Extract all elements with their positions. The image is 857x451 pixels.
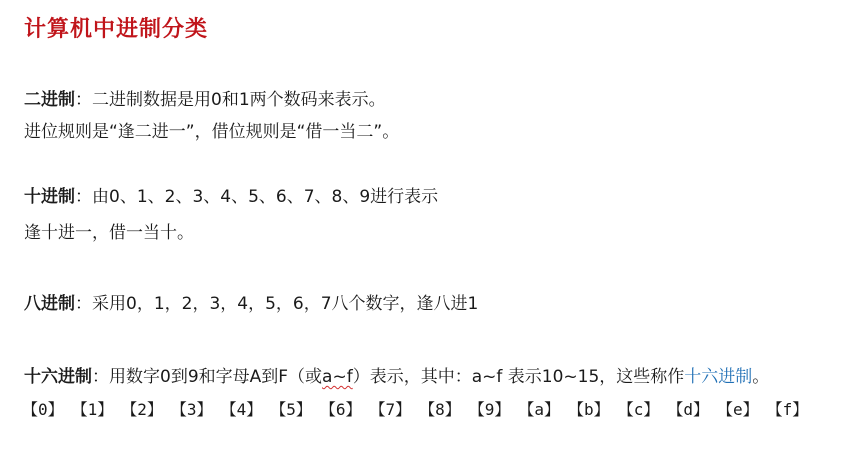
binary-line-1 [24,88,386,112]
hex-digit: 【0】 [22,400,64,419]
binary-term: 二进制 [24,90,75,110]
hex-digit: 【1】 [71,400,114,419]
hex-digit: 【8】 [419,400,461,419]
hex-digit: 【a】 [518,400,561,419]
decimal-line-1 [24,185,438,209]
hex-digit: 【4】 [220,400,263,419]
binary-rule: 进位规则是“逢二进一”，借位规则是“借一当二”。 [24,122,400,142]
hex-digit: 【3】 [170,400,213,419]
hex-digit: 【9】 [468,400,511,419]
hex-line [24,365,769,389]
octal-line [24,292,478,316]
hex-description-end: 表示10~15，这些称作 [502,367,685,387]
page-title: 计算机中进制分类 [24,17,209,42]
hex-digit: 【2】 [121,400,163,419]
hex-link[interactable]: 十六进制 [684,367,753,387]
decimal-term: 十进制 [24,187,75,207]
hex-range-text: a~f [471,367,503,387]
decimal-colon: ： [75,187,92,207]
hex-digit: 【7】 [369,400,412,419]
hex-digit: 【5】 [270,400,312,419]
octal-term: 八进制 [24,294,75,314]
hex-digit: 【e】 [716,400,759,419]
hex-term: 十六进制 [24,367,92,387]
octal-colon: ： [75,294,92,314]
hex-digit: 【f】 [766,400,809,419]
hex-colon: ： [92,367,109,387]
hex-digit: 【b】 [568,400,610,419]
binary-description: 二进制数据是用0和1两个数码来表示。 [92,90,386,110]
octal-description: 采用0，1，2，3，4，5，6，7八个数字，逢八进1 [92,294,479,314]
hex-description-start: 用数字0到9和字母A到F（或 [109,367,323,387]
hex-digit: 【6】 [319,400,362,419]
decimal-rule: 逢十进一，借一当十。 [24,223,194,243]
hex-digit: 【c】 [617,400,660,419]
hex-digit: 【d】 [667,400,709,419]
hex-digits-row [22,398,816,422]
hex-spellcheck-text: a~f [322,367,353,387]
decimal-description: 由0、1、2、3、4、5、6、7、8、9进行表示 [92,187,439,207]
binary-colon: ： [75,90,92,110]
hex-period: 。 [752,367,770,387]
hex-description-middle: ）表示，其中： [352,367,472,387]
